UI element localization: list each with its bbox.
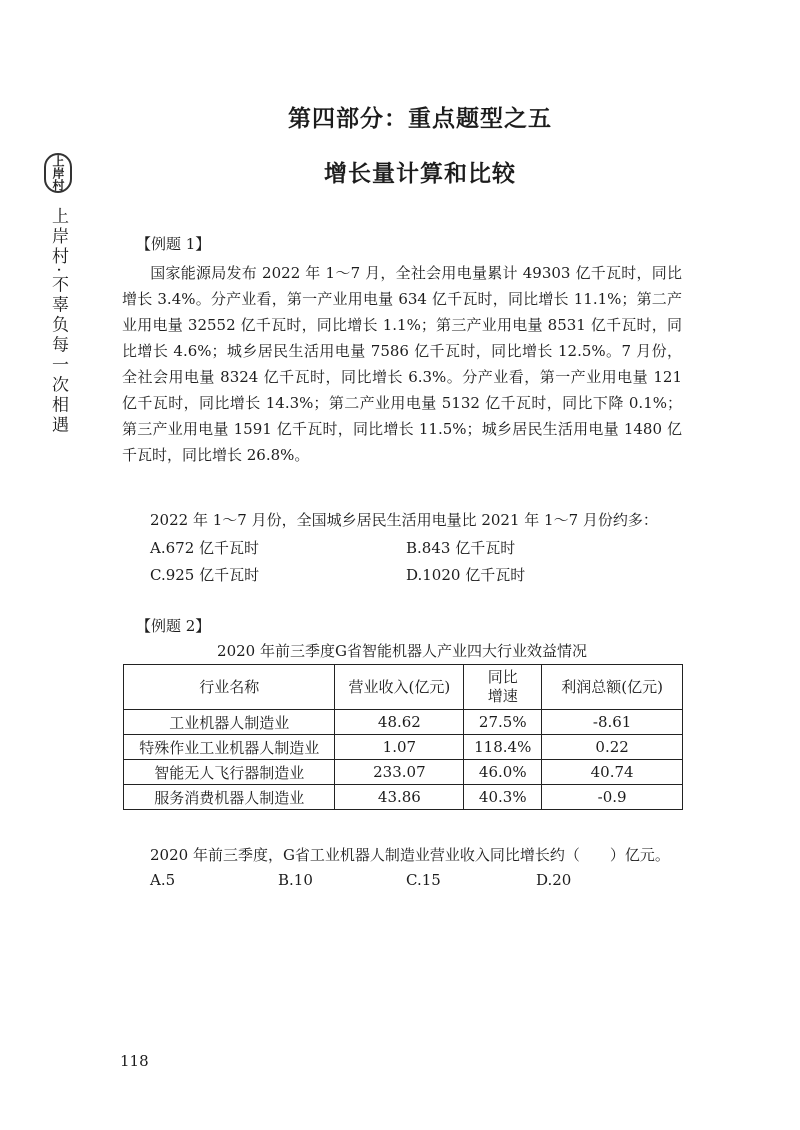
table-cell: 48.62	[335, 710, 464, 735]
brand-seal-text: 上岸村	[51, 155, 65, 191]
example1-option-c: C.925 亿千瓦时	[150, 566, 260, 584]
table-row	[124, 710, 683, 735]
table-cell: 118.4%	[464, 735, 542, 760]
table-cell: 0.22	[542, 735, 683, 760]
table-header-cell: 利润总额(亿元)	[542, 665, 683, 710]
table-header-cell: 同比 增速	[464, 665, 542, 710]
table-cell: 27.5%	[464, 710, 542, 735]
table-header-row	[124, 665, 683, 710]
example1-question: 2022 年 1～7 月份，全国城乡居民生活用电量比 2021 年 1～7 月份约多：	[150, 511, 658, 529]
example2-option-c: C.15	[406, 871, 441, 889]
industry-table	[123, 664, 683, 810]
table-header-cell: 行业名称	[124, 665, 335, 710]
page-number: 118	[120, 1052, 149, 1070]
side-slogan: 上岸村·不辜负每一次相遇	[48, 207, 68, 436]
example1-label: 【例题 1】	[136, 235, 211, 253]
table-cell: 40.3%	[464, 785, 542, 810]
table-cell: 服务消费机器人制造业	[124, 785, 335, 810]
table-cell: 40.74	[542, 760, 683, 785]
example2-question: 2020 年前三季度，G省工业机器人制造业营业收入同比增长约（ ）亿元。	[150, 846, 670, 864]
example2-label: 【例题 2】	[136, 617, 211, 635]
table-cell: 46.0%	[464, 760, 542, 785]
example1-option-b: B.843 亿千瓦时	[406, 539, 516, 557]
example2-option-d: D.20	[536, 871, 572, 889]
section-title: 第四部分：重点题型之五	[288, 106, 552, 132]
example1-option-d: D.1020 亿千瓦时	[406, 566, 526, 584]
table-cell: -8.61	[542, 710, 683, 735]
table-row	[124, 785, 683, 810]
table-cell: 特殊作业工业机器人制造业	[124, 735, 335, 760]
table-title: 2020 年前三季度G省智能机器人产业四大行业效益情况	[217, 642, 587, 660]
example1-paragraph-text: 国家能源局发布 2022 年 1～7 月，全社会用电量累计 49303 亿千瓦时，同比增长 3.4%。分产业看，第一产业用电量 634 亿千瓦时，同比增长 11.1%；第二产业用电量 32552 亿千瓦时，同比增长 1.1%；第三产业用电量 8531 亿千瓦时，同比增长 4.6%；城乡居民生活用电量 7586 亿千瓦时，同比增长 12.5%。7 月份，全社会用电量 8324 亿千瓦时，同比增长 6.3%。分产业看，第一产业用电量 121 亿千瓦时，同比增长 14.3%；第二产业用电量 5132 亿千瓦时，同比下降 0.1%；第三产业用电量 1591 亿千瓦时，同比增长 11.5%；城乡居民生活用电量 1480 亿千瓦时，同比增长 26.8%。	[122, 264, 682, 464]
table-row	[124, 760, 683, 785]
section-subtitle: 增长量计算和比较	[324, 161, 516, 187]
table-cell: 43.86	[335, 785, 464, 810]
table-cell: 智能无人飞行器制造业	[124, 760, 335, 785]
example1-paragraph	[122, 260, 682, 468]
example2-option-a: A.5	[150, 871, 176, 889]
example1-option-a: A.672 亿千瓦时	[150, 539, 259, 557]
table-cell: 233.07	[335, 760, 464, 785]
table-header-cell: 营业收入(亿元)	[335, 665, 464, 710]
example2-option-b: B.10	[278, 871, 313, 889]
table-cell: 工业机器人制造业	[124, 710, 335, 735]
table-cell: 1.07	[335, 735, 464, 760]
table-row	[124, 735, 683, 760]
table-cell: -0.9	[542, 785, 683, 810]
